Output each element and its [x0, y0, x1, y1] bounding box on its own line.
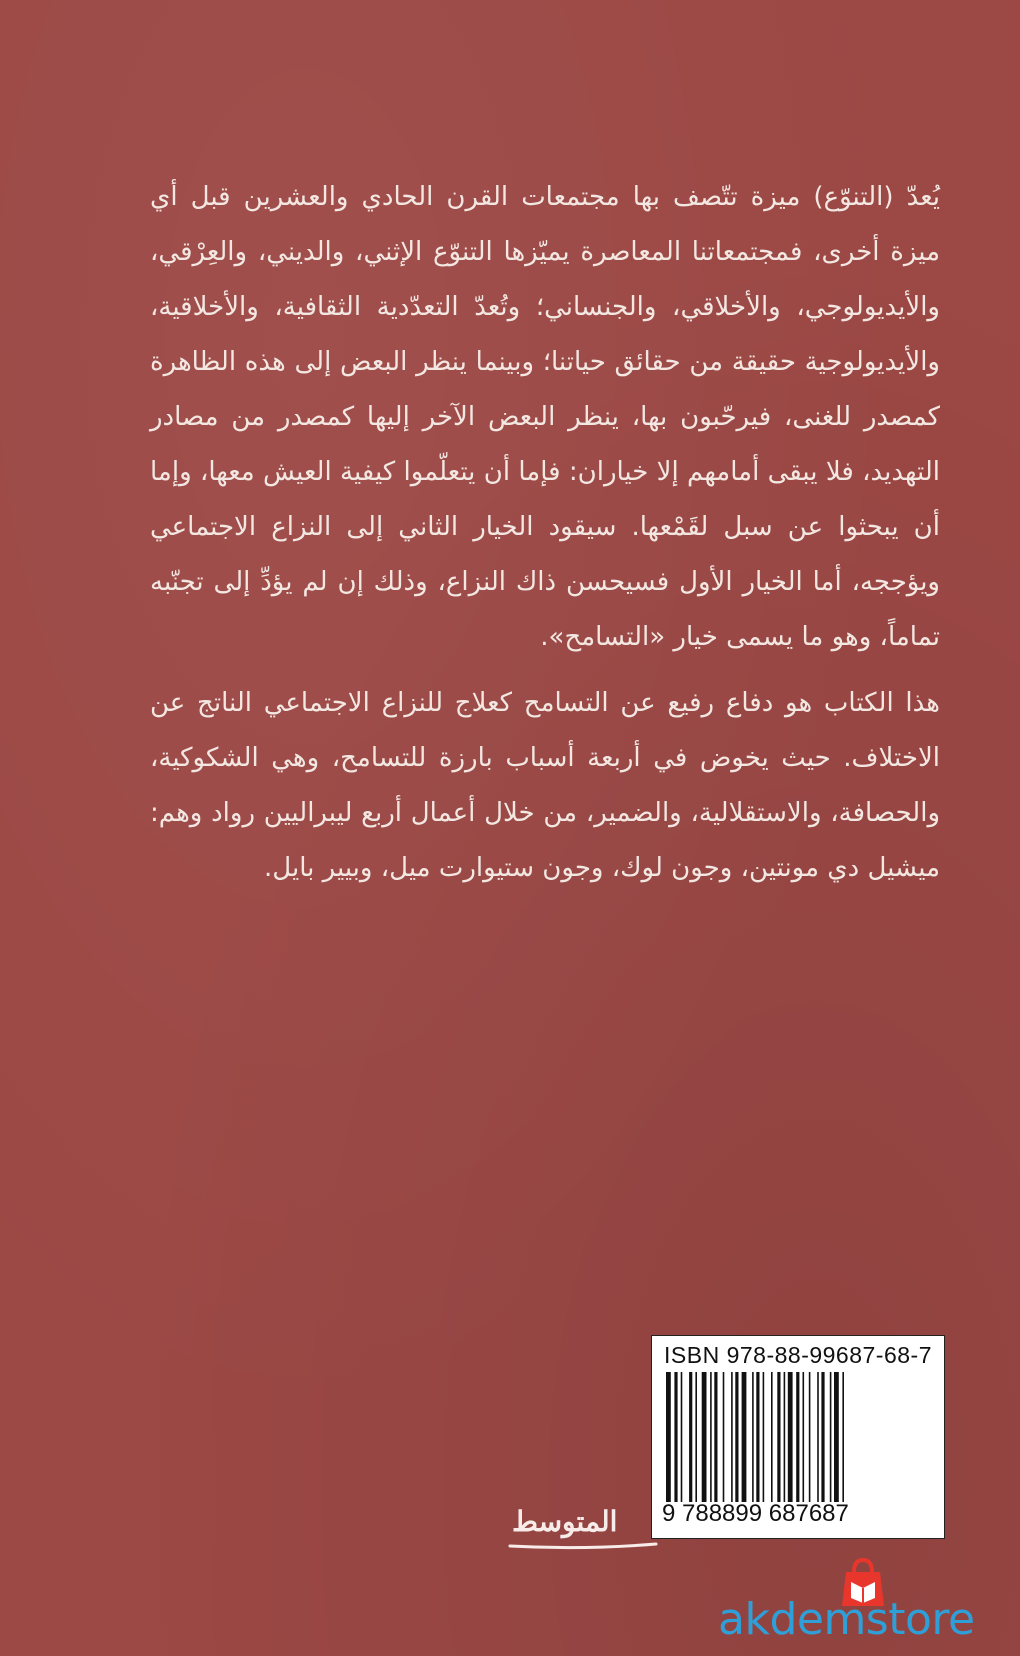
isbn-barcode [651, 1335, 945, 1539]
store-watermark [718, 1592, 1020, 1656]
blurb-paragraph-1: يُعدّ (التنوّع) ميزة تتّصف بها مجتمعات القرن الحادي والعشرين قبل أي ميزة أخرى، فمجتمعاتنا المعاصرة يميّزها التنوّع الإثني، والديني، والعِرْقي، والأيديولوجي، والأخلاقي، والجنساني؛ وتُعدّ التعدّدية الثقافية، والأخلاقية، والأيديولوجية حقيقة من حقائق حياتنا؛ وبينما ينظر البعض إلى هذه الظاهرة كمصدر للغنى، فيرحّبون بها، ينظر البعض الآخر إليها كمصدر من مصادر التهديد، فلا يبقى أمامهم إلا خياران: فإما أن يتعلّموا كيفية العيش معها، وإما أن يبحثوا عن سبل لقَمْعها. سيقود الخيار الثاني إلى النزاع الاجتماعي ويؤججه، أما الخيار الأول فسيحسن ذاك النزاع، وذلك إن لم يؤدِّ إلى تجنّبه تماماً، وهو ما يسمى خيار «التسامح». [150, 182, 940, 652]
isbn-number: ISBN 978-88-99687-68-7 [664, 1342, 932, 1368]
store-watermark-text: akdemstore [718, 1594, 975, 1645]
barcode-digits: 9 788899 687687 [662, 1500, 849, 1527]
blurb-paragraph-2: هذا الكتاب هو دفاع رفيع عن التسامح كعلاج للنزاع الاجتماعي الناتج عن الاختلاف. حيث يخوض في أربعة أسباب بارزة للتسامح، وهي الشكوكية، والحصافة، والاستقلالية، والضمير، من خلال أعمال أربع ليبراليين رواد وهم: ميشيل دي مونتين، وجون لوك، وجون ستيوارت ميل، وبيير بايل. [150, 688, 940, 883]
publisher-logo: المتوسط [512, 1505, 618, 1538]
publisher-logo-swash [508, 1540, 658, 1550]
barcode-bars [664, 1372, 930, 1502]
